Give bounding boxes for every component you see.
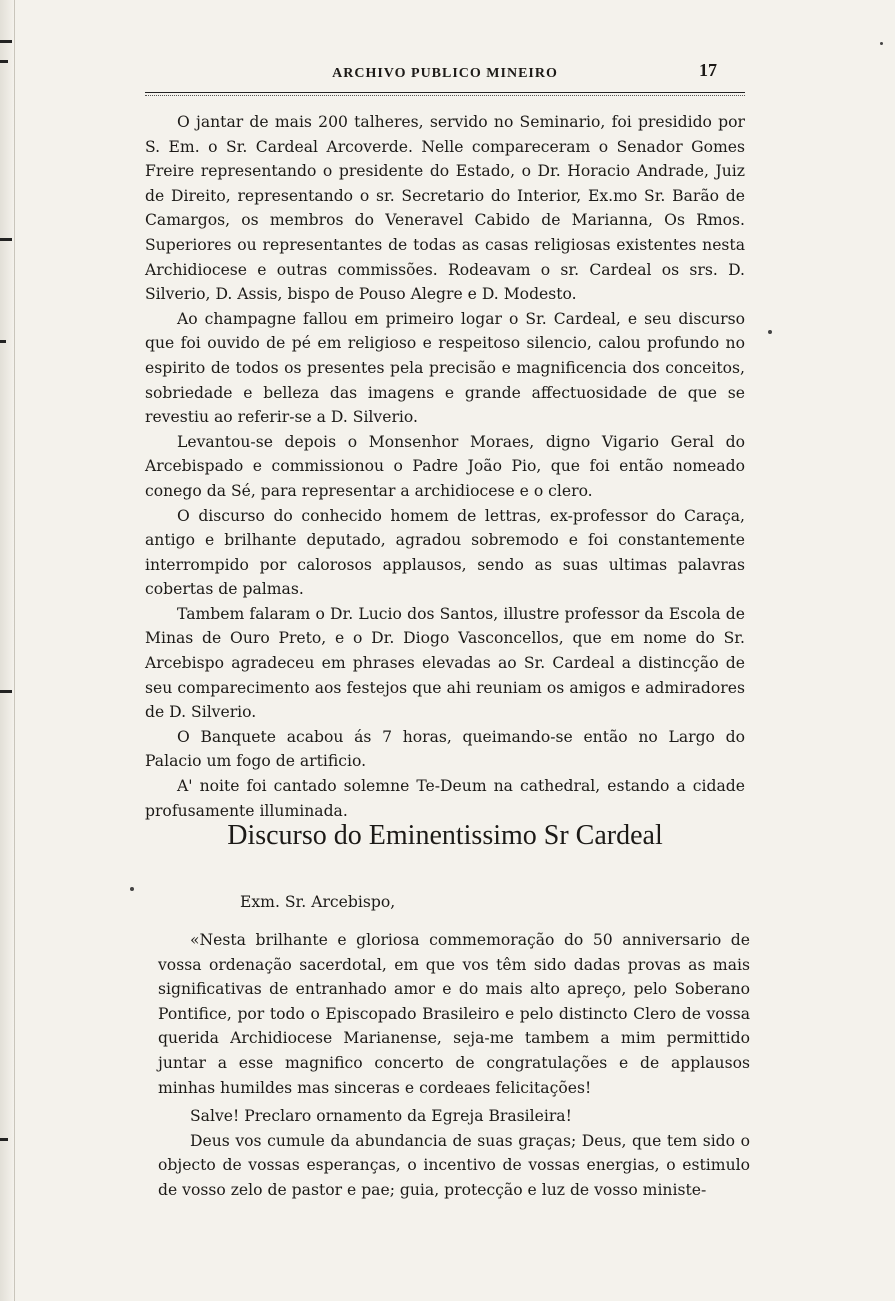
speech-paragraph: Deus vos cumule da abundancia de suas graças; Deus, que tem sido o objecto de vossas esperanças, o incentivo de vossas energias, o estimulo de vosso zelo de pastor e pae; guia, protecção e luz de vosso ministe- [158, 1131, 750, 1199]
paragraph: Levantou-se depois o Monsenhor Moraes, digno Vigario Geral do Arcebispado e commissionou o Padre João Pio, que foi então nomeado conego da Sé, para representar a archidiocese e o clero. [145, 432, 745, 500]
section-title: Discurso do Eminentissimo Sr Cardeal [227, 820, 663, 851]
ink-speck [768, 330, 772, 334]
paragraph: Tambem falaram o Dr. Lucio dos Santos, illustre professor da Escola de Minas de Ouro Preto, e o Dr. Diogo Vasconcellos, que em nome do Sr. Arcebispo agradeceu em phrases elevadas ao Sr. Cardeal a distincção de seu comparecimento aos festejos que ahi reuniam os amigos e admiradores de D. Silverio. [145, 604, 745, 722]
paragraph: A' noite foi cantado solemne Te-Deum na cathedral, estando a cidade profusamente illuminada. [145, 777, 745, 820]
speech-body [158, 928, 750, 1203]
article-body [145, 110, 745, 823]
binding-edge [0, 0, 15, 1301]
paragraph: O Banquete acabou ás 7 horas, queimando-se então no Largo do Palacio um fogo de artificio. [145, 727, 745, 771]
page-header [145, 58, 745, 92]
running-title: ARCHIVO PUBLICO MINEIRO [332, 66, 558, 81]
ink-speck [880, 42, 883, 45]
paragraph: O discurso do conhecido homem de lettras, ex-professor do Caraça, antigo e brilhante deputado, agradou sobremodo e foi constantemente interrompido por calorosos applausos, sendo as suas ultimas palavras cobertas de palmas. [145, 506, 745, 599]
paragraph: O jantar de mais 200 talheres, servido no Seminario, foi presidido por S. Em. o Sr. Cardeal Arcoverde. Nelle compareceram o Senador Gomes Freire representando o presidente do Estado, o Dr. Horacio Andrade, Juiz de Direito, representando o sr. Secretario do Interior, Ex.mo Sr. Barão de Camargos, os membros do Veneravel Cabido de Marianna, Os Rmos. Superiores ou representantes de todas as casas religiosas existentes nesta Archidiocese e outras commissões. Rodeavam o sr. Cardeal os srs. D. Silverio, D. Assis, bispo de Pouso Alegre e D. Modesto. [145, 113, 745, 304]
ink-speck [130, 887, 134, 891]
paragraph: Ao champagne fallou em primeiro logar o Sr. Cardeal, e seu discurso que foi ouvido de pé em religioso e respeitoso silencio, calou profundo no espirito de todos os presentes pela precisão e magnificencia dos conceitos, sobriedade e belleza das imagens e grande affectuosidade de que se revestiu ao referir-se a D. Silverio. [145, 309, 745, 427]
speech-paragraph: «Nesta brilhante e gloriosa commemoração do 50 anniversario de vossa ordenação sacerdotal, em que vos têm sido dadas provas as mais significativas de entranhado amor e do mais alto apreço, pelo Soberano Pontifice, por todo o Episcopado Brasileiro e pelo distincto Clero de vossa querida Archidiocese Marianense, seja-me tambem a mim permittido juntar a esse magnifico concerto de congratulações e de applausos minhas humildes mas sinceras e cordeaes felicitações! [158, 931, 750, 1097]
speech-paragraph: Salve! Preclaro ornamento da Egreja Brasileira! [190, 1107, 572, 1126]
header-rule [145, 92, 745, 96]
page-number: 17 [699, 60, 717, 80]
salutation: Exm. Sr. Arcebispo, [240, 893, 396, 911]
